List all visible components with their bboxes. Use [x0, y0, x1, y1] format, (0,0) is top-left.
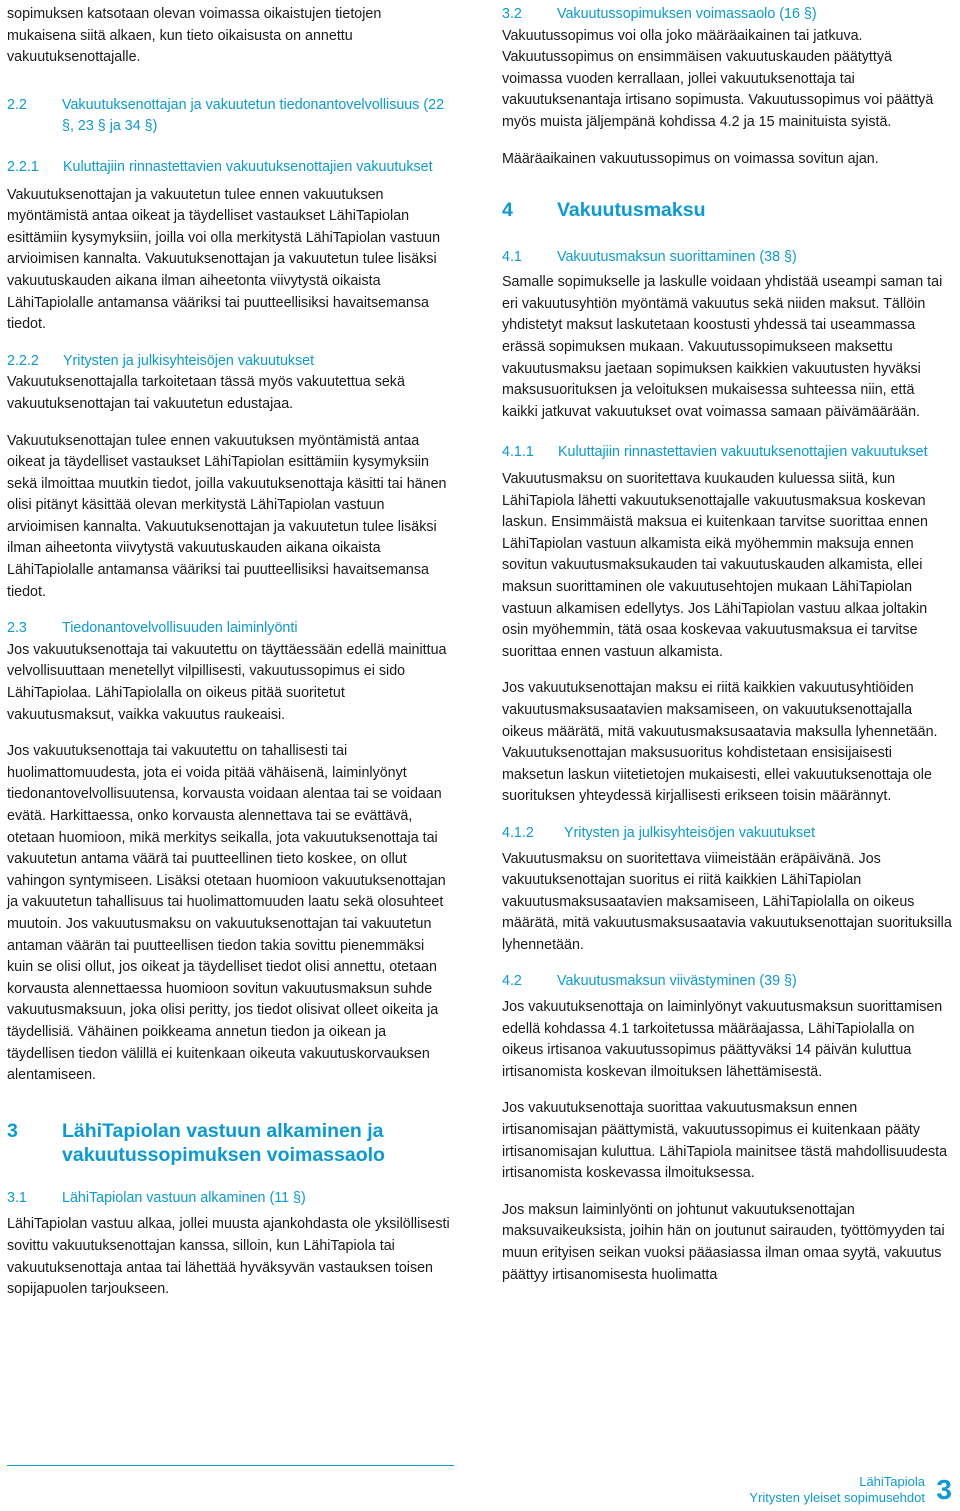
- section-title: Kuluttajiin rinnastettavien vakuutuksenottajien vakuutukset: [558, 444, 928, 461]
- section-title: Vakuutusmaksu: [557, 199, 706, 222]
- paragraph: Vakuutuksenottajan ja vakuutetun tulee ennen vakuutuksen myöntämistä antaa oikeat ja täydelliset vastaukset LähiTapiolan esittämiin kysymyksiin, joilla voi olla merkitystä LähiTapiolan vastuun arvioimisen kannalta. Vakuutuksenottajan ja vakuutetun tulee lisäksi vakuutuskauden aikana ilman aiheetonta viivytystä oikaista LähiTapiolalle antamansa vääriksi tai puutteellisiksi havaitsemansa tiedot.: [7, 186, 441, 333]
- paragraph: Vakuutusmaksu on suoritettava viimeistään eräpäivänä. Jos vakuutuksenottajan suoritus ei riitä kaikkien LähiTapiolan vakuutusmaksusaatavien maksamiseen, LähiTapiolalla on oikeus määrätä, mitä vakuutusmaksusaatavia vakuutuksenottajan suorituksilla lyhennetään.: [502, 850, 952, 953]
- section-2-3-heading: [7, 618, 454, 640]
- page-number: 3: [936, 1474, 952, 1505]
- section-title: Vakuutuksenottajan ja vakuutetun tiedonantovelvollisuus (22 §, 23 § ja 34 §): [62, 96, 445, 135]
- section-2-2-1-heading: [7, 157, 454, 179]
- section-title: LähiTapiolan vastuun alkaminen (11 §): [62, 1189, 306, 1206]
- section-4-heading: [502, 198, 954, 223]
- paragraph: Jos vakuutuksenottaja tai vakuutettu on täyttäessään edellä mainittua velvollisuuttaan menetellyt vilpillisesti, vakuutussopimus ei sido LähiTapiolaa. LähiTapiolalla on oikeus pitää suoritetut vakuutusmaksut, vaikka vakuutus raukeaisi.: [7, 641, 447, 723]
- paragraph: Samalle sopimukselle ja laskulle voidaan yhdistää useampi saman tai eri vakuutusyhtiön myöntämä vakuutus sekä niiden maksut. Tällöin yhdistetyt maksut laskutetaan koostusti yhdessä tai useammassa erässä sopimuksen mukaan. Vakuutussopimukseen maksettu vakuutusmaksu jaetaan sopimuksen kaikkien vakuutusten hyväksi maksusuorituksen ja veloituksen mukaisessa suhteessa niin, että kaikki jatkuvat vakuutukset ovat voimassa samaan päivämäärään.: [502, 274, 943, 420]
- section-3-1-heading: [7, 1188, 454, 1210]
- section-4-1-heading: [502, 247, 954, 269]
- section-number: 3.2: [502, 6, 522, 22]
- footer-brand: LähiTapiola: [859, 1474, 925, 1489]
- section-title: Vakuutusmaksun suorittaminen (38 §): [557, 248, 797, 265]
- section-number: 3.1: [7, 1189, 27, 1206]
- section-title: LähiTapiolan vastuun alkaminen ja vakuutussopimuksen voimassaolo: [62, 1119, 385, 1167]
- section-number: 2.3: [7, 620, 27, 637]
- paragraph: Määräaikainen vakuutussopimus on voimassa sovitun ajan.: [502, 150, 879, 167]
- paragraph: Vakuutussopimus voi olla joko määräaikainen tai jatkuva. Vakuutussopimus on ensimmäisen vakuutuskauden päätyttyä voimassa vuoden kerrallaan, jollei vakuutuksenottaja tai vakuutuksenantaja irtisano sopimusta. Vakuutussopimus voi päättyä myös muista jäljempänä kohdissa 4.2 ja 15 mainituista syistä.: [502, 27, 934, 130]
- right-column: [502, 4, 954, 1286]
- section-number: 4.1: [502, 248, 522, 265]
- footer: [749, 1474, 925, 1506]
- section-number: 2.2: [7, 96, 27, 113]
- paragraph: Jos vakuutuksenottaja on laiminlyönyt vakuutusmaksun suorittamisen edellä kohdassa 4.1 tarkoitetussa määräajassa, LähiTapiolalla on oikeus irtisanoa vakuutussopimus päättyväksi 14 päivän kuluttua irtisanomista koskevan ilmoituksen lähettämisestä.: [502, 999, 943, 1080]
- section-4-1-1-heading: [502, 442, 954, 464]
- section-title: Vakuutusmaksun viivästyminen (39 §): [557, 973, 797, 990]
- footer-document-title: Yritysten yleiset sopimusehdot: [749, 1490, 925, 1505]
- section-2-2-heading: [7, 95, 454, 138]
- paragraph: Vakuutuksenottajalla tarkoitetaan tässä myös vakuutettua sekä vakuutuksenottajan tai vakuutetun edustajaa.: [7, 374, 405, 412]
- section-4-1-2-heading: [502, 823, 954, 845]
- section-number: 4.2: [502, 973, 522, 990]
- section-4-2-heading: [502, 971, 954, 993]
- intro-paragraph: sopimuksen katsotaan olevan voimassa oikaistujen tietojen mukaisena siitä alkaen, kun tieto oikaisusta on annettu vakuutuksenottajalle.: [7, 6, 382, 66]
- paragraph: Jos vakuutuksenottaja tai vakuutettu on tahallisesti tai huolimattomuudesta, jota ei voida pitää vähäisenä, laiminlyönyt tiedonantovelvollisuutensa, korvausta voidaan alentaa tai se voidaan evätä. Harkittaessa, onko korvausta alennettava tai se evättävä, otetaan huomioon, mikä merkitys seikalla, jota vakuutuksenottaja tai vakuutetun antama väärä tai puutteellinen tieto koskee, on ollut vahingon syntymiseen. Lisäksi otetaan huomioon vakuutuksenottajan ja vakuutetun tahallisuus tai huolimattomuuden laatu sekä olosuhteet muutoin. Jos vakuutusmaksu on vakuutuksenottajan tai vakuutetun antaman väärän tai puutteellisen tiedon takia sovittu pienemmäksi kuin se olisi ollut, jos oikeat ja täydelliset tiedot olisi annettu, otetaan korvausta alennettaessa huomioon sovitun vakuutusmaksun suhde vakuutusmaksuun, joka olisi peritty, jos tiedot olisivat olleet oikeita ja täydellisiä. Vähäinen poikkeama annetun tiedon ja oikean ja täydellisen tiedon välillä ei kuitenkaan oikeuta vakuutuskorvauksen alentamiseen.: [7, 743, 446, 1084]
- section-3-2-heading: [502, 4, 954, 26]
- paragraph: Jos vakuutuksenottajan maksu ei riitä kaikkien vakuutusyhtiöiden vakuutusmaksusaatavien maksamiseen, on vakuutuksenottajalla oikeus määrätä, mitä vakuutusmaksusaatavia maksulla lyhennetään. Vakuutuksenottajan maksusuoritus kohdistetaan ensisijaisesti maksetun laskun viitetietojen mukaisesti, ellei vakuutuksenottaja ole suorituksen yhteydessä kirjallisesti erikseen toisin määrännyt.: [502, 680, 938, 805]
- section-3-heading: [7, 1119, 454, 1168]
- section-number: 2.2.1: [7, 158, 39, 175]
- paragraph: Jos vakuutuksenottaja suorittaa vakuutusmaksun ennen irtisanomisajan päättymistä, vakuutussopimus ei kuitenkaan pääty irtisanomisajan kuluttua. LähiTapiola mainitsee tästä mahdollisuudesta irtisanomista koskevassa ilmoituksessa.: [502, 1100, 948, 1182]
- section-number: 4.1.1: [502, 444, 534, 461]
- paragraph: Vakuutuksenottajan tulee ennen vakuutuksen myöntämistä antaa oikeat ja täydelliset vastaukset LähiTapiolan esittämiin kysymyksiin sekä ilmoittaa muutkin tiedot, joilla vakuutuksenottaja käsitti tai hänen olisi pitänyt käsittää olevan merkitystä LähiTapiolan vastuun arvioimisen kannalta. Vakuutuksenottajan ja vakuutetun tulee lisäksi ilman aiheetonta viivytystä vakuutuskauden aikana oikaista LähiTapiolalle antamansa vääriksi tai puutteellisiksi havaitsemansa tiedot.: [7, 432, 447, 600]
- paragraph: Jos maksun laiminlyönti on johtunut vakuutuksenottajan maksuvaikeuksista, joihin hän on joutunut sairauden, työttömyyden tai muun erityisen seikan vuoksi pääasiassa ilman omaa syytä, vakuutus päättyy irtisanomisesta huolimatta: [502, 1201, 945, 1283]
- section-2-2-2-heading: [7, 351, 454, 373]
- left-column: [7, 4, 454, 1316]
- section-title: Kuluttajiin rinnastettavien vakuutuksenottajien vakuutukset: [63, 158, 433, 175]
- section-number: 4: [502, 199, 513, 222]
- section-title: Tiedonantovelvollisuuden laiminlyönti: [62, 620, 298, 637]
- section-title: Yritysten ja julkisyhteisöjen vakuutukset: [564, 824, 816, 841]
- paragraph: LähiTapiolan vastuu alkaa, jollei muusta ajankohdasta ole yksilöllisesti sovittu vakuutuksenottajan kanssa, silloin, kun LähiTapiola tai vakuutuksenottaja antaa tai lähettää hyväksyvän vastauksen toisen sopijapuolen tarjoukseen.: [7, 1216, 450, 1298]
- section-title: Vakuutussopimuksen voimassaolo (16 §): [557, 6, 817, 22]
- section-number: 3: [7, 1119, 18, 1142]
- footer-divider: [7, 1465, 454, 1466]
- section-number: 2.2.2: [7, 352, 39, 369]
- section-number: 4.1.2: [502, 824, 534, 841]
- paragraph: Vakuutusmaksu on suoritettava kuukauden kuluessa siitä, kun LähiTapiola lähetti vakuutuksenottajalle vakuutusmaksua koskevan laskun. Ensimmäistä maksua ei kuitenkaan tarvitse suorittaa ennen LähiTapiolan vastuun alkamista eikä myöhemmin maksuja ennen sovitun vakuutusmaksukauden tai vakuutuskauden alkamista, ellei maksun suorittaminen ole vakuutusehtojen mukaan LähiTapiolan vastuun alkamisen edellytys. Jos LähiTapiolan vastuu alkaa joltakin osin myöhemmin, tätä osaa koskevaa vakuutusmaksua ei tarvitse suorittaa ennen vastuun alkamista.: [502, 471, 928, 660]
- section-title: Yritysten ja julkisyhteisöjen vakuutukset: [63, 352, 315, 369]
